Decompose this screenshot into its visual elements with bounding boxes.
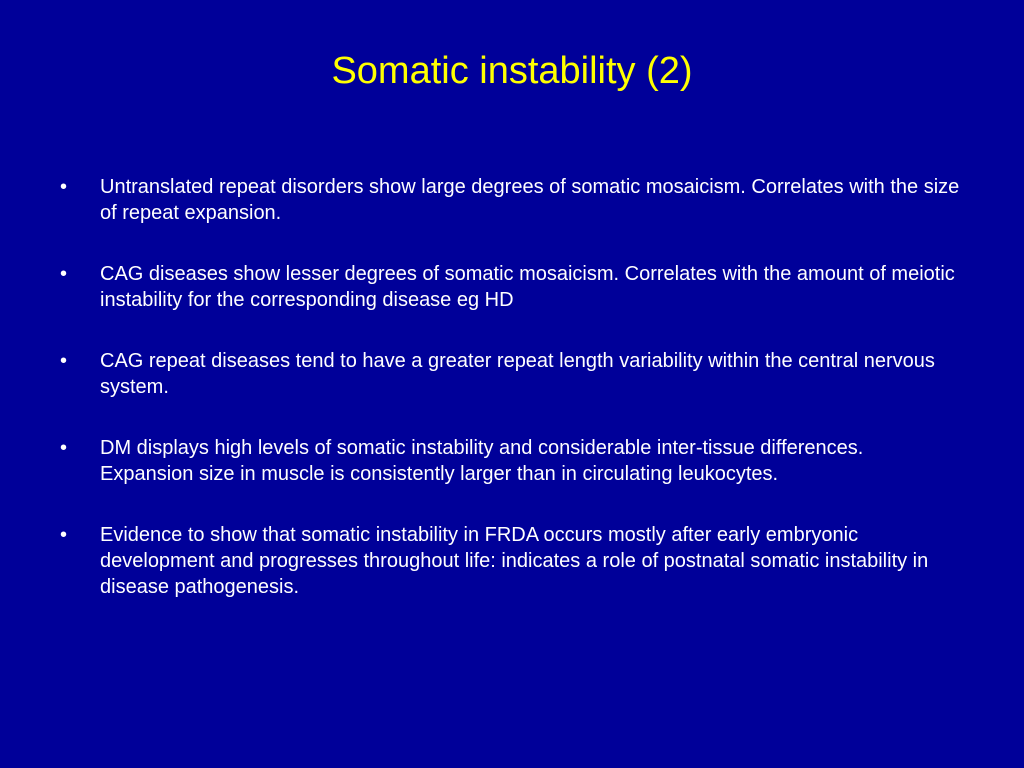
bullet-item: [60, 174, 960, 226]
bullet-item: [60, 522, 960, 600]
bullet-item: [60, 348, 960, 400]
bullet-text: CAG repeat diseases tend to have a greater repeat length variability within the central nervous system.: [100, 350, 935, 398]
bullet-list: [60, 174, 960, 635]
bullet-text: Evidence to show that somatic instability in FRDA occurs mostly after early embryonic development and progresses throughout life: indicates a role of postnatal somatic instability in disease pathogenesis.: [100, 524, 929, 598]
bullet-marker: •: [60, 437, 68, 459]
slide-title: Somatic instability (2): [331, 50, 693, 92]
bullet-text: CAG diseases show lesser degrees of somatic mosaicism. Correlates with the amount of meiotic instability for the corresponding disease eg HD: [100, 263, 955, 311]
bullet-marker: •: [60, 263, 68, 285]
bullet-item: [60, 261, 960, 313]
bullet-marker: •: [60, 524, 68, 546]
bullet-marker: •: [60, 350, 68, 372]
bullet-text: DM displays high levels of somatic instability and considerable inter-tissue differences. Expansion size in muscle is consistently larger than in circulating leukocytes.: [100, 437, 864, 485]
bullet-item: [60, 435, 960, 487]
bullet-marker: •: [60, 176, 68, 198]
bullet-text: Untranslated repeat disorders show large degrees of somatic mosaicism. Correlates with the size of repeat expansion.: [100, 176, 960, 224]
